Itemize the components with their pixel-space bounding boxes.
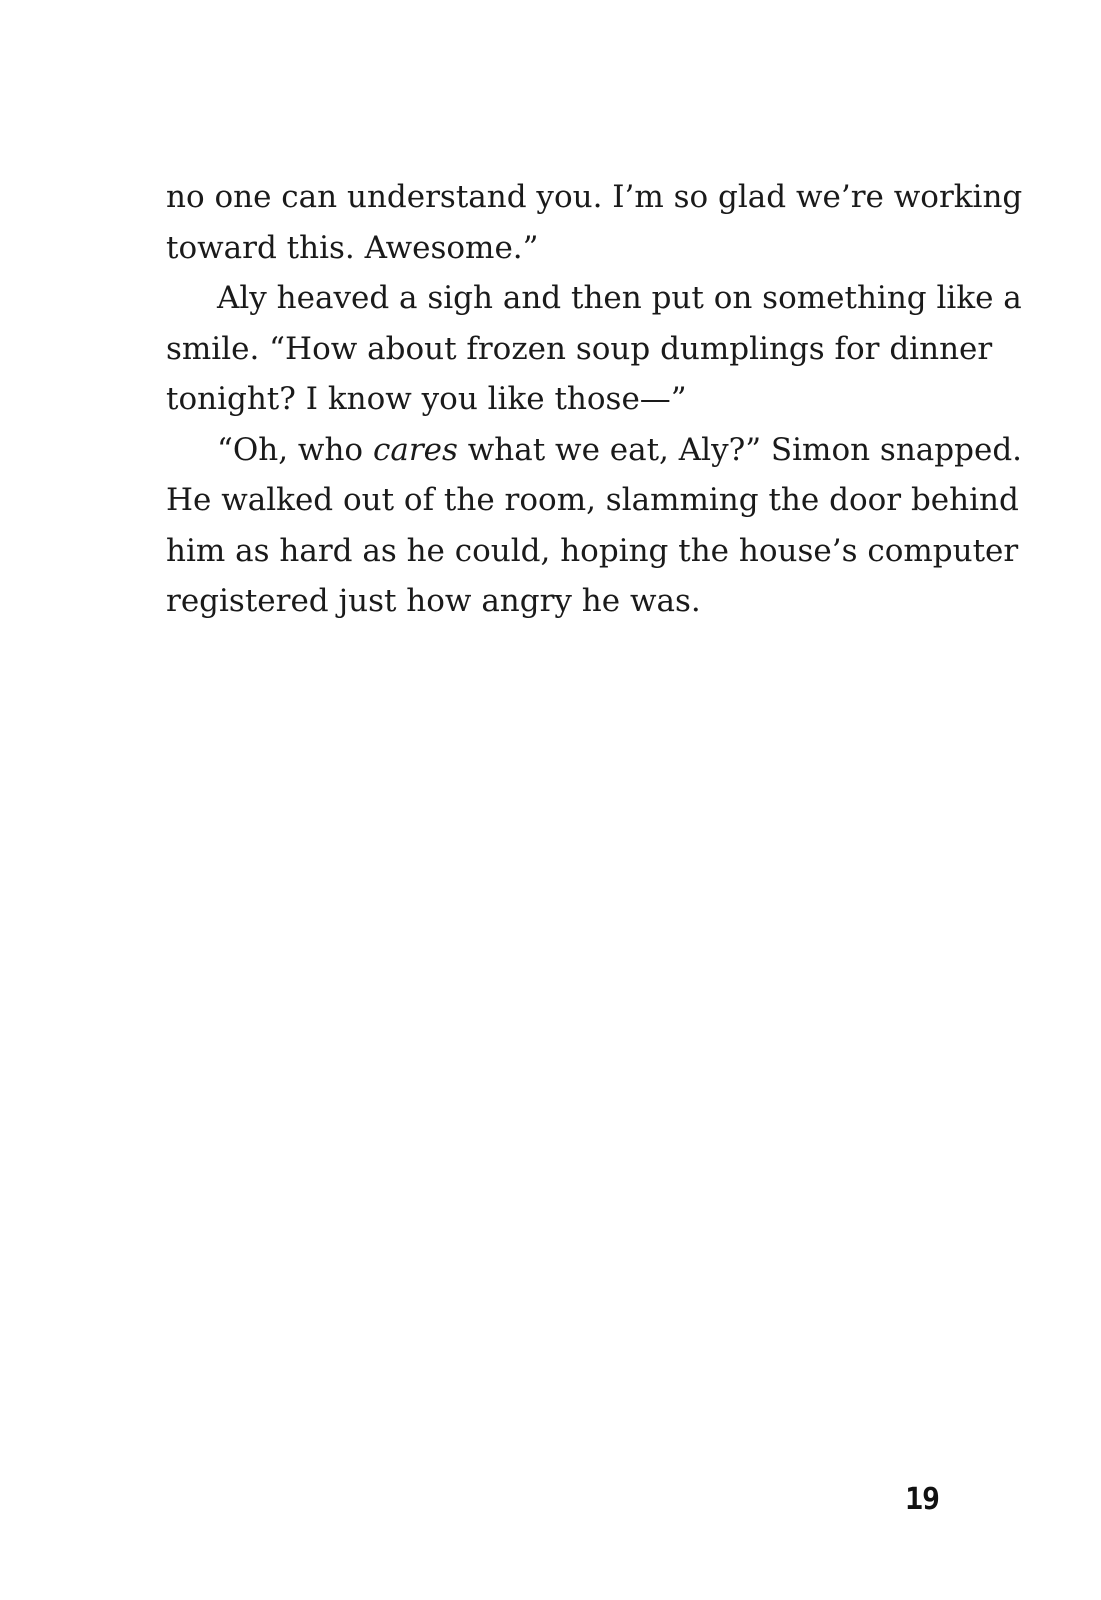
dialogue-before: “Oh, who bbox=[217, 431, 373, 468]
text-line-8: him as hard as he could, hoping the house’s computer bbox=[166, 532, 1019, 569]
body-text bbox=[166, 172, 1023, 627]
text-line-5: tonight? I know you like those—” bbox=[166, 381, 687, 417]
page-number: 19 bbox=[905, 1482, 940, 1517]
text-line-2: toward this. Awesome.” bbox=[166, 229, 539, 266]
text-line-9: registered just how angry he was. bbox=[166, 583, 701, 619]
dialogue-after: what we eat, Aly?” Simon snapped. bbox=[457, 431, 1023, 468]
dialogue-emphasis: cares bbox=[372, 431, 458, 468]
text-line-4: smile. “How about frozen soup dumplings for dinner bbox=[166, 330, 993, 367]
text-line-6-dialogue bbox=[166, 425, 1023, 476]
text-line-1: no one can understand you. I’m so glad we’re working bbox=[166, 179, 1023, 215]
text-line-3: Aly heaved a sigh and then put on something like a bbox=[217, 280, 1022, 316]
text-line-7: He walked out of the room, slamming the door behind bbox=[166, 482, 1019, 518]
